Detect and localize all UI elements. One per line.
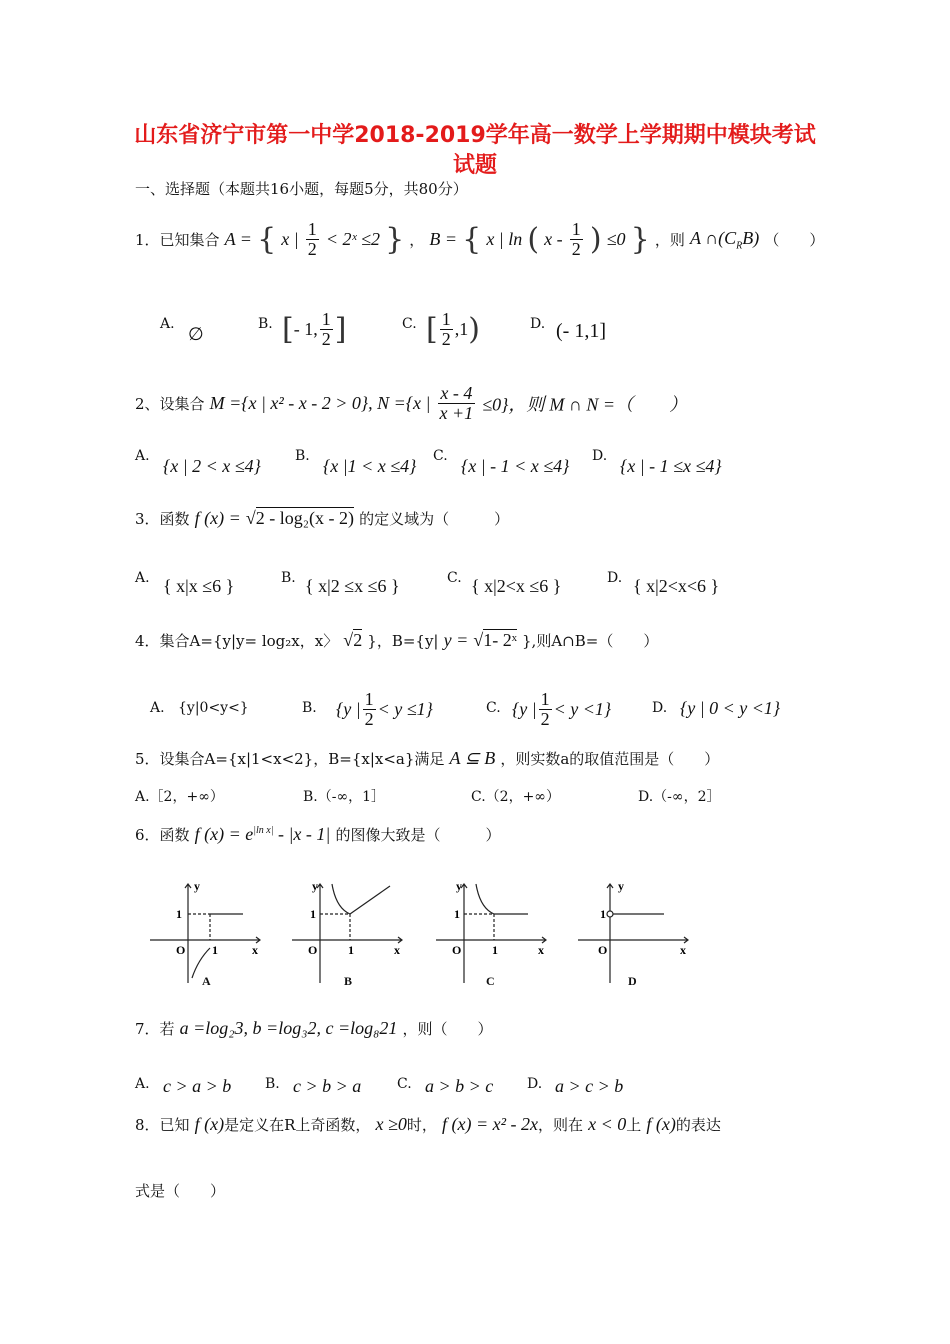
graph-d[interactable] bbox=[576, 878, 696, 988]
question-3 bbox=[135, 508, 509, 529]
q1-set-b-body3: ≤0 bbox=[606, 228, 626, 249]
q4-radicand: 2 bbox=[353, 630, 363, 650]
q8-f2: f (x) = x² - 2x bbox=[442, 1114, 538, 1134]
fraction-denominator: 2 bbox=[364, 708, 374, 729]
question-2 bbox=[135, 384, 687, 423]
graph-c-tick-y: 1 bbox=[454, 907, 460, 921]
graph-b-caption: B bbox=[344, 974, 353, 988]
brace-left-icon: { bbox=[257, 221, 277, 257]
q8-t3: ，则在 bbox=[538, 1116, 584, 1134]
graph-b-tick-y: 1 bbox=[310, 907, 316, 921]
q4-option-c-text1: {y | bbox=[512, 698, 537, 719]
q4-radicand2: 1- 2ˣ bbox=[483, 630, 517, 650]
graph-d-x-label: x bbox=[680, 943, 686, 957]
q3-tail: 的定义域为（ ） bbox=[359, 510, 510, 528]
q1-option-b-text: - 1, bbox=[293, 318, 318, 339]
q7-expr: a =log₂3, b =log₃2, c =log₈21 bbox=[179, 1018, 398, 1038]
q6-number: 6．函数 bbox=[135, 826, 190, 844]
q4-option-a-label[interactable]: A. bbox=[150, 700, 165, 716]
q4-option-b-text2: < y ≤1} bbox=[377, 698, 433, 719]
q7-tail: ，则（ ） bbox=[402, 1020, 493, 1038]
q3-option-a-text: x|x ≤6 bbox=[176, 576, 222, 596]
q3-option-b-value: { x|2 ≤x ≤6 } bbox=[305, 576, 400, 596]
fraction-denominator: 2 bbox=[571, 238, 581, 259]
brace-right-icon: } bbox=[630, 221, 650, 257]
graph-b-tick-x: 1 bbox=[348, 943, 354, 957]
q8-t2: 时， bbox=[406, 1116, 437, 1134]
q2-number: 2、设集合 bbox=[135, 394, 205, 413]
q3-option-c-value: { x|2<x ≤6 } bbox=[471, 576, 562, 596]
question-1 bbox=[135, 220, 824, 280]
q5-option-d[interactable]: D.（-∞，2］ bbox=[638, 789, 721, 805]
q7-option-b-value: c > b > a bbox=[293, 1076, 362, 1096]
fraction-numerator: 1 bbox=[307, 219, 317, 239]
fraction-denominator: 2 bbox=[540, 708, 550, 729]
q3-options bbox=[135, 570, 775, 604]
graph-c-caption: C bbox=[486, 974, 495, 988]
q5-option-a[interactable]: A.［2，+∞） bbox=[135, 789, 224, 805]
q1-expr bbox=[689, 227, 760, 252]
q3-option-c-text: x|2<x ≤6 bbox=[484, 576, 549, 596]
q7-option-c-value: a > b > c bbox=[425, 1076, 494, 1096]
q7-option-d-value: a > c > b bbox=[555, 1076, 624, 1096]
graph-a-origin: O bbox=[176, 943, 186, 957]
q2-option-a-value: {x | 2 < x ≤4} bbox=[163, 456, 261, 476]
sqrt-icon: √ bbox=[245, 508, 256, 528]
q7-option-c-label[interactable]: C. bbox=[397, 1076, 412, 1092]
q4-option-b-text1: {y | bbox=[336, 698, 361, 719]
q4-option-d-value: {y | 0 < y <1} bbox=[680, 698, 781, 718]
graph-c-origin: O bbox=[452, 943, 462, 957]
q1-set-a-body2: < 2ˣ ≤2 bbox=[325, 228, 380, 249]
q2-options bbox=[135, 448, 775, 482]
page-title: 山东省济宁市第一中学2018-2019学年高一数学上学期期中模块考试 bbox=[134, 123, 816, 148]
q3-option-d-text: x|2<x<6 bbox=[646, 576, 707, 596]
q1-number: 1．已知集合 bbox=[135, 230, 220, 249]
q1-set-b-body2: x - bbox=[544, 228, 563, 249]
q2-option-b-value: {x |1 < x ≤4} bbox=[323, 456, 417, 476]
brace-left-icon: { bbox=[462, 221, 482, 257]
q7-option-d-label[interactable]: D. bbox=[527, 1076, 543, 1092]
fraction-denominator: 2 bbox=[321, 328, 331, 349]
graph-c[interactable] bbox=[434, 878, 554, 988]
graph-a-x-label: x bbox=[252, 943, 258, 957]
graph-d-caption: D bbox=[628, 974, 637, 988]
q6-function-tail: - |x - 1| bbox=[277, 824, 331, 844]
q4-y: y = bbox=[443, 630, 469, 650]
graph-c-x-label: x bbox=[538, 943, 544, 957]
q7-options bbox=[135, 1074, 775, 1102]
q1-option-c-label[interactable]: C. bbox=[402, 316, 417, 332]
fraction-denominator: 2 bbox=[441, 328, 451, 349]
q3-number: 3．函数 bbox=[135, 510, 190, 528]
q1-fraction bbox=[306, 220, 319, 259]
q1-expr-a: A ∩(C bbox=[689, 227, 737, 248]
q2-tail-expr: ≤0}，则 bbox=[482, 394, 545, 415]
q1-set-a-body1: x | bbox=[281, 228, 299, 249]
graph-d-origin: O bbox=[598, 943, 608, 957]
q8-f3: f (x) bbox=[646, 1114, 676, 1134]
q5-options bbox=[135, 786, 775, 810]
q1-set-a-label: A = bbox=[224, 228, 252, 249]
q2-option-b-label[interactable]: B. bbox=[295, 448, 310, 464]
q5-option-c[interactable]: C.（2，+∞） bbox=[471, 789, 560, 805]
q8-t5: 的表达 bbox=[675, 1116, 721, 1134]
q4-option-b-label[interactable]: B. bbox=[302, 700, 317, 716]
q4-option-a-value: {y|0<y<} bbox=[178, 700, 249, 716]
q1-option-b-value: [- 1, $\frac{1}{2}$ ] bbox=[282, 309, 347, 349]
q1-option-c-text: ,1 bbox=[454, 318, 469, 339]
q6-function bbox=[195, 824, 331, 844]
question-8 bbox=[135, 1114, 721, 1135]
fraction-numerator: x - 4 bbox=[438, 384, 476, 404]
q1-options bbox=[160, 310, 760, 360]
q3-option-b-text: x|2 ≤x ≤6 bbox=[318, 576, 387, 596]
q7-option-a-value: c > a > b bbox=[163, 1076, 232, 1096]
q1-option-d-label[interactable]: D. bbox=[530, 316, 546, 332]
q5-tail: ，则实数a的取值范围是（ ） bbox=[500, 750, 720, 768]
fraction-denominator: 2 bbox=[307, 238, 317, 259]
question-6 bbox=[135, 824, 500, 845]
q4-option-c-text2: < y <1} bbox=[553, 698, 612, 719]
graph-a-tick-y: 1 bbox=[176, 907, 182, 921]
fraction-numerator: 1 bbox=[441, 309, 451, 329]
q3-radicand: 2 - log₂(x - 2) bbox=[255, 508, 355, 528]
graph-a-y-label: y bbox=[194, 879, 200, 893]
fraction-numerator: 1 bbox=[540, 689, 550, 709]
q7-option-a-label[interactable]: A. bbox=[135, 1076, 150, 1092]
q4-option-c-value bbox=[512, 690, 611, 729]
graph-d-y-label: y bbox=[618, 879, 624, 893]
q7-option-b-label[interactable]: B. bbox=[265, 1076, 280, 1092]
section-heading: 一、选择题（本题共16小题，每题5分，共80分） bbox=[135, 180, 468, 198]
q1-comma: ， bbox=[409, 230, 425, 249]
q2-option-c-label[interactable]: C. bbox=[433, 448, 448, 464]
page-title-line2: 试题 bbox=[452, 153, 497, 178]
q1-set-b-body1: x | ln bbox=[486, 228, 523, 249]
question-7 bbox=[135, 1018, 492, 1039]
q5-expr: A ⊆ B bbox=[449, 748, 496, 768]
q6-function-sup: |ln x| bbox=[253, 825, 274, 836]
q4-text2: }，B={y| bbox=[367, 632, 439, 650]
graph-d-tick-y: 1 bbox=[600, 907, 606, 921]
sqrt-icon: √ bbox=[473, 630, 484, 650]
question-5 bbox=[135, 748, 719, 769]
q3-option-a-value: { x|x ≤6 } bbox=[163, 576, 235, 596]
q1-option-a-value: ∅ bbox=[188, 324, 204, 344]
q1-option-b-label[interactable]: B. bbox=[258, 316, 273, 332]
q6-tail: 的图像大致是（ ） bbox=[335, 826, 501, 844]
graph-c-y-label: y bbox=[456, 879, 462, 893]
q8-t4: 上 bbox=[626, 1116, 642, 1134]
fraction-denominator: x +1 bbox=[439, 402, 474, 423]
q2-tail: M ∩ N =（ ） bbox=[549, 394, 688, 415]
q2-fraction bbox=[438, 384, 476, 423]
q2-expr: M ={x | x² - x - 2 > 0}, N ={x | bbox=[209, 392, 431, 413]
q3-function: f (x) = bbox=[194, 508, 241, 528]
q3-option-c-label[interactable]: C. bbox=[447, 570, 462, 586]
graph-a-tick-x: 1 bbox=[212, 943, 218, 957]
q4-option-c-label[interactable]: C. bbox=[486, 700, 501, 716]
q1-option-c-value: [ $\frac{1}{2}$ ,1) bbox=[426, 309, 480, 349]
q8-cond2: x < 0 bbox=[588, 1114, 627, 1134]
q1-then: ，则 bbox=[654, 230, 685, 249]
graph-c-tick-x: 1 bbox=[492, 943, 498, 957]
q1-set-b-label: B = bbox=[429, 228, 458, 249]
q4-text3: },则A∩B=（ ） bbox=[522, 632, 659, 650]
q4-option-d-label[interactable]: D. bbox=[652, 700, 668, 716]
q8-t1: 是定义在R上奇函数， bbox=[224, 1116, 371, 1134]
graph-b-y-label: y bbox=[312, 879, 318, 893]
fraction-numerator: 1 bbox=[364, 689, 374, 709]
q2-option-d-label[interactable]: D. bbox=[592, 448, 608, 464]
graph-b-x-label: x bbox=[394, 943, 400, 957]
q1-expr-sub: R bbox=[736, 240, 743, 252]
q4-text1: 4．集合A={y|y= log₂x，x〉 bbox=[135, 632, 339, 650]
q1-answer-paren: （ ） bbox=[764, 230, 825, 249]
graph-b[interactable] bbox=[290, 878, 410, 988]
graph-b-origin: O bbox=[308, 943, 318, 957]
q8-line2: 式是（ ） bbox=[135, 1182, 226, 1200]
q3-option-d-label[interactable]: D. bbox=[607, 570, 623, 586]
brace-right-icon: } bbox=[385, 221, 405, 257]
fraction-numerator: 1 bbox=[321, 309, 331, 329]
q2-option-c-value: {x | - 1 < x ≤4} bbox=[461, 456, 570, 476]
q1-option-d-value: (- 1,1] bbox=[556, 320, 606, 342]
q3-option-b-label[interactable]: B. bbox=[281, 570, 296, 586]
q2-option-a-label[interactable]: A. bbox=[135, 448, 150, 464]
graph-a-caption: A bbox=[202, 974, 211, 988]
q5-text: 5．设集合A={x|1<x<2}，B={x|x<a}满足 bbox=[135, 750, 445, 768]
paren-left-icon: ( bbox=[527, 221, 540, 257]
q3-option-d-value: { x|2<x<6 } bbox=[633, 576, 720, 596]
graph-a[interactable] bbox=[148, 878, 268, 988]
q8-f1: f (x) bbox=[194, 1114, 225, 1134]
q4-options bbox=[150, 690, 790, 730]
q8-number: 8．已知 bbox=[135, 1116, 190, 1134]
q1-expr-b: B) bbox=[742, 227, 760, 248]
q7-number: 7．若 bbox=[135, 1020, 175, 1038]
paren-right-icon: ) bbox=[589, 221, 602, 257]
fraction-numerator: 1 bbox=[571, 219, 581, 239]
q6-graphs bbox=[148, 878, 708, 988]
q6-function-base: f (x) = e bbox=[194, 824, 254, 844]
q1-fraction-b bbox=[570, 220, 583, 259]
q5-option-b[interactable]: B.（-∞，1］ bbox=[303, 789, 386, 805]
question-4 bbox=[135, 630, 658, 651]
q4-option-b-value bbox=[336, 690, 433, 729]
q2-option-d-value: {x | - 1 ≤x ≤4} bbox=[620, 456, 722, 476]
q1-option-a-label[interactable]: A. bbox=[160, 316, 175, 332]
q3-option-a-label[interactable]: A. bbox=[135, 570, 150, 586]
sqrt-icon: √ bbox=[343, 630, 354, 650]
q8-cond: x ≥0 bbox=[375, 1114, 407, 1134]
